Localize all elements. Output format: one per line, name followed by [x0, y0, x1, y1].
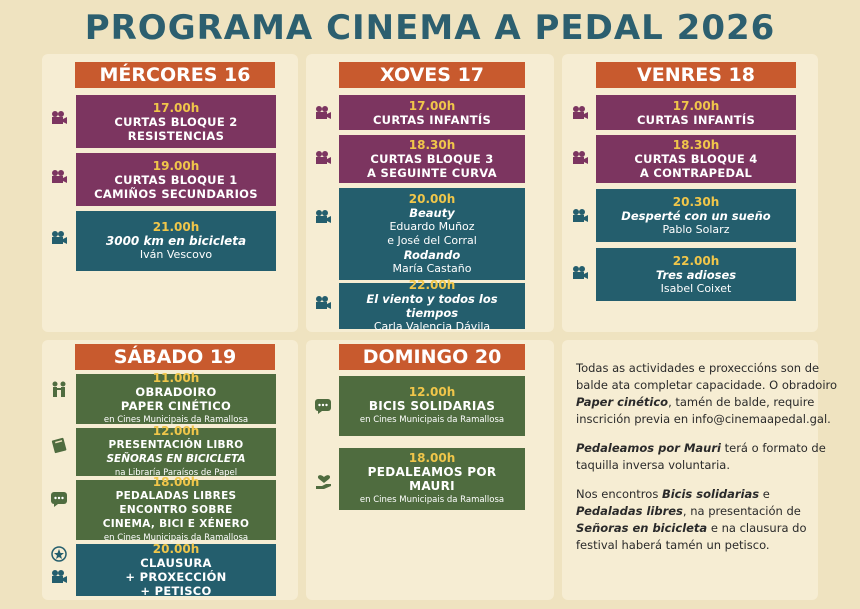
info-paragraph-2: Pedaleamos por Mauri terá o formato de taquilla inversa voluntaria. — [576, 441, 826, 472]
event-venres-2: 18.30h CURTAS BLOQUE 4 A CONTRAPEDAL — [596, 135, 796, 183]
event-domingo-1: 12.00h BICIS SOLIDARIAS en Cines Municipais da Ramallosa — [339, 376, 525, 436]
day-header-sabado: SÁBADO 19 — [75, 344, 275, 370]
day-header-xoves: XOVES 17 — [339, 62, 525, 88]
day-header-mercores: MÉRCORES 16 — [75, 62, 275, 88]
camera-icon — [571, 207, 589, 225]
page-title: PROGRAMA CINEMA A PEDAL 2026 — [84, 8, 776, 48]
event-domingo-2: 18.00h PEDALEAMOS POR MAURI en Cines Municipais da Ramallosa — [339, 448, 525, 510]
event-venres-1: 17.00h CURTAS INFANTÍS — [596, 95, 796, 130]
camera-icon — [50, 168, 68, 186]
event-xoves-3: 20.00h Beauty Eduardo Muñoz e José del Corral Rodando María Castaño — [339, 188, 525, 280]
day-header-domingo: DOMINGO 20 — [339, 344, 525, 370]
event-xoves-2: 18.30h CURTAS BLOQUE 3 A SEGUINTE CURVA — [339, 135, 525, 183]
award-icon — [50, 545, 68, 563]
event-mercores-2: 19.00h CURTAS BLOQUE 1 CAMIÑOS SECUNDARIOS — [76, 153, 276, 206]
chat-icon — [50, 490, 68, 508]
event-sabado-4: 20.00h CLAUSURA + PROXECCIÓN + PETISCO — [76, 544, 276, 596]
event-xoves-4: 22.00h El viento y todos los tiempos Carla Valencia Dávila — [339, 283, 525, 329]
camera-icon — [571, 149, 589, 167]
book-icon — [50, 436, 68, 454]
camera-icon — [314, 208, 332, 226]
camera-icon — [50, 229, 68, 247]
info-text — [576, 360, 838, 566]
info-paragraph-1: Todas as actividades e proxeccións son de balde ata completar capacidade. O obradoiro Paper cinético, tamén de balde, require inscrición previa en info@cinemaapedal.gal. — [576, 361, 838, 426]
day-header-venres: VENRES 18 — [596, 62, 796, 88]
camera-icon — [571, 264, 589, 282]
event-sabado-3: 18.00h PEDALADAS LIBRES ENCONTRO SOBRE CINEMA, BICI E XÉNERO en Cines Municipais da Ramallosa — [76, 480, 276, 540]
event-sabado-2: 12.00h PRESENTACIÓN LIBRO SEÑORAS EN BICICLETA na Libraría Paraísos de Papel — [76, 428, 276, 476]
event-venres-4: 22.00h Tres adioses Isabel Coixet — [596, 248, 796, 301]
people-icon — [50, 380, 68, 398]
camera-icon — [314, 149, 332, 167]
heart-hand-icon — [314, 468, 334, 490]
camera-icon — [314, 294, 332, 312]
event-mercores-3: 21.00h 3000 km en bicicleta Iván Vescovo — [76, 211, 276, 271]
camera-icon — [50, 568, 68, 586]
event-sabado-1: 11.00h OBRADOIRO PAPER CINÉTICO en Cines Municipais da Ramallosa — [76, 374, 276, 424]
info-paragraph-3: Nos encontros Bicis solidarias e Pedaladas libres, na presentación de Señoras en bicicleta e na clausura do festival haberá tamén un petisco. — [576, 487, 807, 552]
chat-icon — [314, 397, 332, 415]
camera-icon — [571, 104, 589, 122]
event-venres-3: 20.30h Desperté con un sueño Pablo Solarz — [596, 189, 796, 242]
event-xoves-1: 17.00h CURTAS INFANTÍS — [339, 95, 525, 130]
camera-icon — [50, 109, 68, 127]
event-mercores-1: 17.00h CURTAS BLOQUE 2 RESISTENCIAS — [76, 95, 276, 148]
camera-icon — [314, 104, 332, 122]
